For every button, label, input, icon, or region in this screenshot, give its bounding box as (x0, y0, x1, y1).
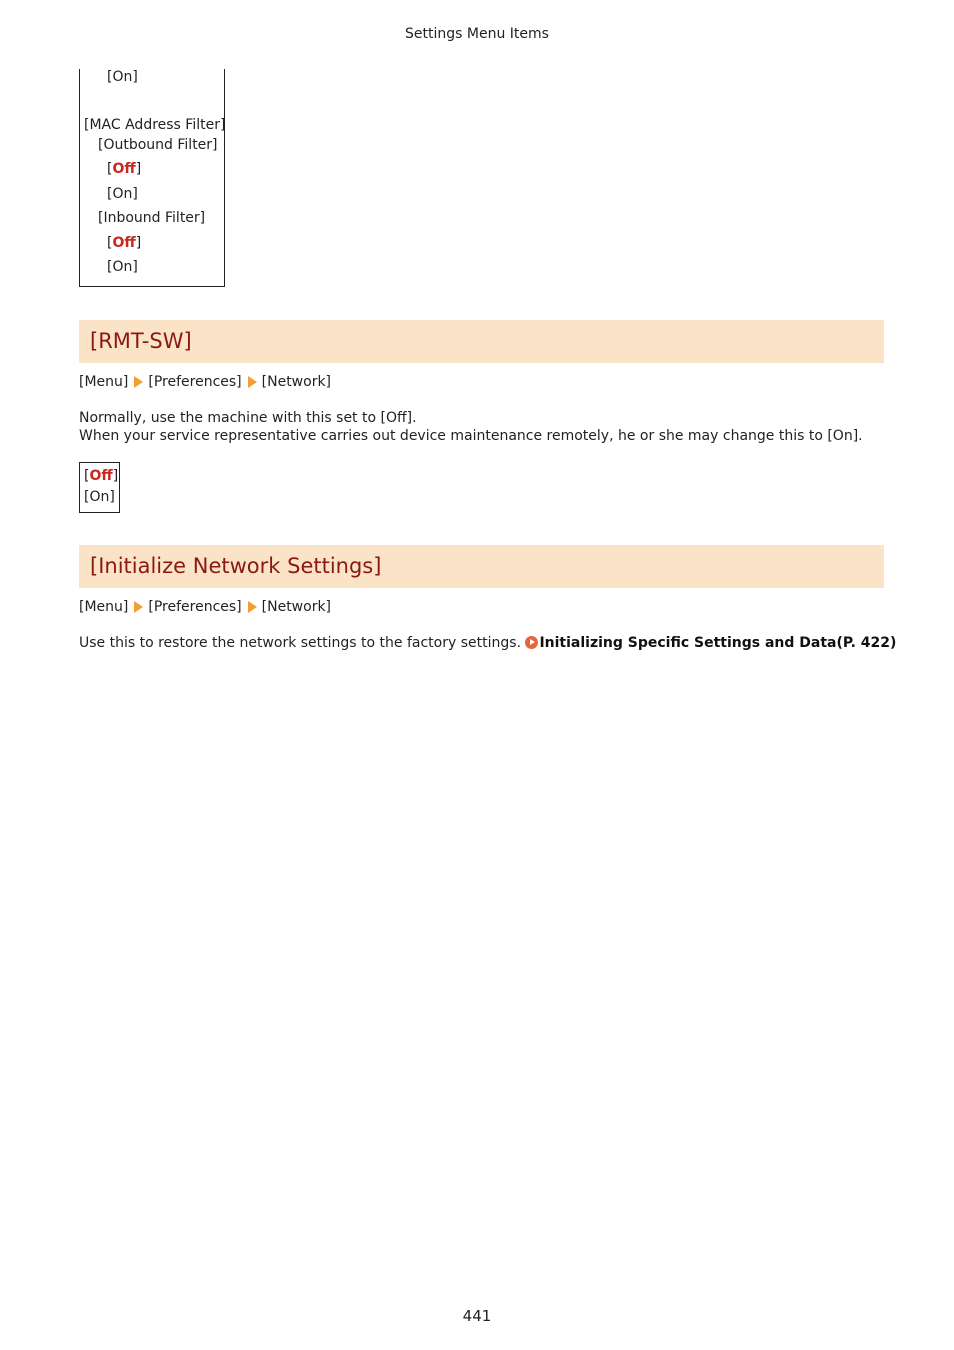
breadcrumb-item: [Network] (261, 374, 332, 390)
breadcrumb-item: [Preferences] (148, 374, 242, 390)
description-text (79, 634, 896, 652)
breadcrumb-item: [Network] (261, 599, 332, 615)
link-arrow-icon[interactable] (525, 636, 538, 649)
description-text: Normally, use the machine with this set to [Off]. (79, 410, 417, 426)
inbound-filter-label: [Inbound Filter] (98, 210, 206, 226)
description-text: When your service representative carries out device maintenance remotely, he or she may change this to [On]. (79, 428, 863, 444)
description-body: Use this to restore the network settings to the factory settings. (79, 635, 521, 651)
arrow-right-icon (248, 601, 257, 613)
section-heading-initialize-network (79, 545, 884, 588)
cross-reference-link[interactable]: Initializing Specific Settings and Data(P. 422) (539, 635, 897, 651)
arrow-right-icon (134, 376, 143, 388)
section-title: [RMT-SW] (90, 329, 192, 353)
breadcrumb-item: [Preferences] (148, 599, 242, 615)
section-title: [Initialize Network Settings] (90, 554, 382, 578)
section-heading-rmt-sw (79, 320, 884, 363)
option-off-default: [Off] (107, 235, 142, 251)
breadcrumb-item: [Menu] (79, 374, 129, 390)
arrow-right-icon (248, 376, 257, 388)
running-header: Settings Menu Items (405, 26, 549, 42)
settings-tree-box (79, 69, 225, 287)
mac-address-filter-label: [MAC Address Filter] (84, 117, 226, 133)
outbound-filter-label: [Outbound Filter] (98, 137, 218, 153)
page-number: 441 (462, 1307, 492, 1325)
breadcrumb-item: [Menu] (79, 599, 129, 615)
option-on: [On] (107, 259, 138, 275)
option-off-default: [Off] (84, 468, 119, 484)
option-off-default: [Off] (107, 161, 142, 177)
breadcrumb (79, 374, 331, 390)
breadcrumb (79, 599, 331, 615)
option-on: [On] (107, 186, 138, 202)
option-on: [On] (84, 489, 115, 505)
arrow-right-icon (134, 601, 143, 613)
option-on: [On] (107, 69, 138, 85)
settings-options-box (79, 462, 120, 513)
